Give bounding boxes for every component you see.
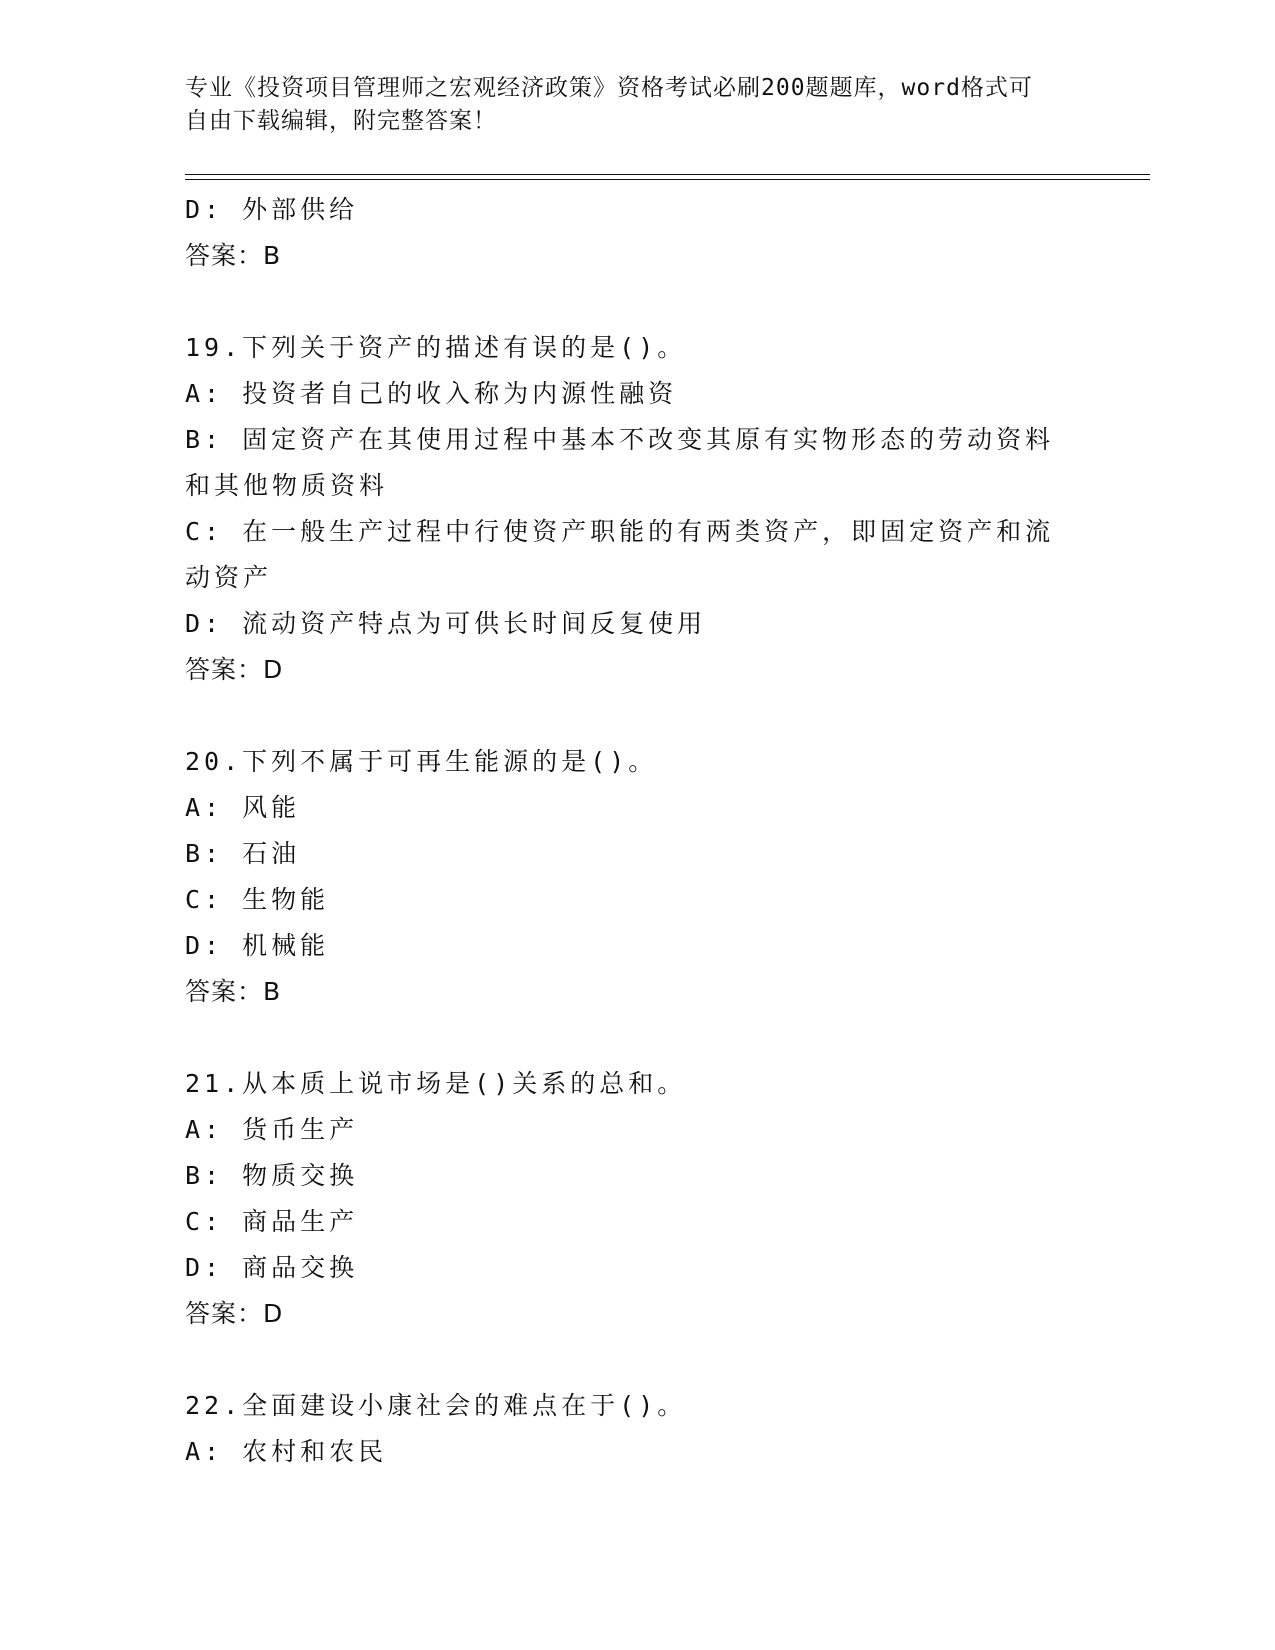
- question-stem: 20.下列不属于可再生能源的是()。: [185, 747, 658, 776]
- question-stem: 19.下列关于资产的描述有误的是()。: [185, 333, 687, 362]
- option-a: A: 风能: [185, 793, 301, 822]
- option-a: A: 货币生产: [185, 1115, 359, 1144]
- spacer: [185, 279, 1065, 325]
- previous-question-option-d: D: 外部供给: [185, 195, 359, 224]
- document-header: [185, 72, 1065, 138]
- option-c: C: 商品生产: [185, 1207, 359, 1236]
- question-21: [185, 1061, 1065, 1337]
- question-stem: 22.全面建设小康社会的难点在于()。: [185, 1391, 687, 1420]
- option-c: C: 在一般生产过程中行使资产职能的有两类资产，即固定资产和流动资产: [185, 517, 1055, 592]
- question-22: [185, 1383, 1065, 1475]
- question-20: [185, 739, 1065, 1015]
- option-d: D: 商品交换: [185, 1253, 359, 1282]
- question-content: [185, 187, 1065, 1475]
- option-b: B: 固定资产在其使用过程中基本不改变其原有实物形态的劳动资料和其他物质资料: [185, 425, 1055, 500]
- answer: 答案：D: [185, 655, 284, 684]
- spacer: [185, 1337, 1065, 1383]
- header-line-1: 专业《投资项目管理师之宏观经济政策》资格考试必刷200题题库，word格式可: [185, 75, 1033, 101]
- spacer: [185, 1015, 1065, 1061]
- option-d: D: 机械能: [185, 931, 330, 960]
- question-19: [185, 325, 1065, 693]
- option-c: C: 生物能: [185, 885, 330, 914]
- answer: 答案：D: [185, 1299, 284, 1328]
- spacer: [185, 693, 1065, 739]
- header-divider-top: [185, 174, 1150, 175]
- option-a: A: 投资者自己的收入称为内源性融资: [185, 379, 678, 408]
- question-stem: 21.从本质上说市场是()关系的总和。: [185, 1069, 687, 1098]
- option-b: B: 石油: [185, 839, 301, 868]
- header-line-2: 自由下载编辑，附完整答案！: [185, 108, 497, 134]
- previous-question-answer: 答案：B: [185, 241, 282, 270]
- option-a: A: 农村和农民: [185, 1437, 388, 1466]
- option-d: D: 流动资产特点为可供长时间反复使用: [185, 609, 707, 638]
- header-divider-bottom: [185, 179, 1150, 180]
- option-b: B: 物质交换: [185, 1161, 359, 1190]
- answer: 答案：B: [185, 977, 282, 1006]
